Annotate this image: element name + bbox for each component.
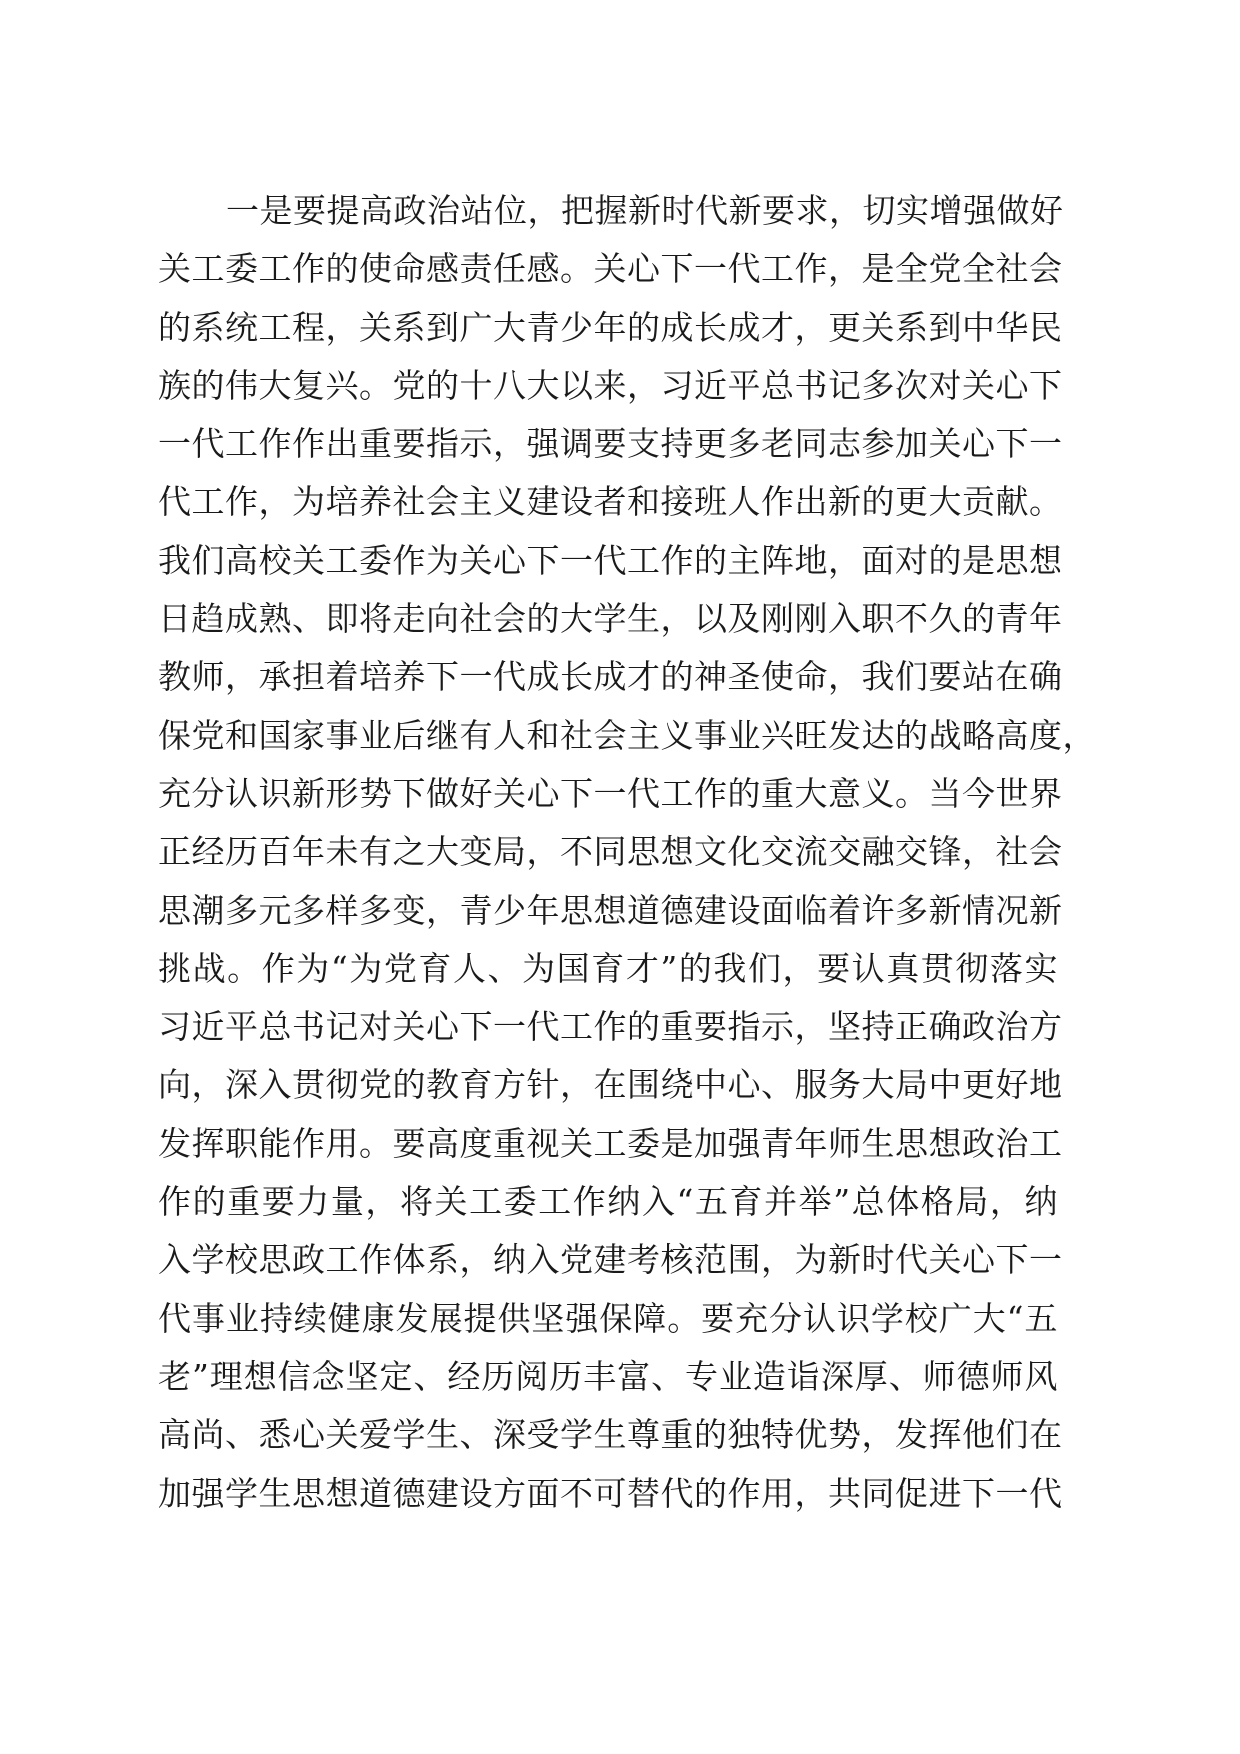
text-line: 思潮多元多样多变，青少年思想道德建设面临着许多新情况新 <box>158 890 1063 930</box>
text-line: 充分认识新形势下做好关心下一代工作的重大意义。当今世界 <box>158 773 1063 813</box>
text-line: 发挥职能作用。要高度重视关工委是加强青年师生思想政治工 <box>158 1123 1063 1163</box>
text-line: 我们高校关工委作为关心下一代工作的主阵地，面对的是思想 <box>158 540 1063 580</box>
text-line: 老”理想信念坚定、经历阅历丰富、专业造诣深厚、师德师风 <box>158 1356 1058 1396</box>
text-line: 挑战。作为“为党育人、为国育才”的我们，要认真贯彻落实 <box>158 948 1058 988</box>
text-line: 习近平总书记对关心下一代工作的重要指示，坚持正确政治方 <box>158 1007 1063 1047</box>
text-line: 保党和国家事业后继有人和社会主义事业兴旺发达的战略高度， <box>158 715 1096 755</box>
text-line: 教师，承担着培养下一代成长成才的神圣使命，我们要站在确 <box>158 657 1063 697</box>
text-line: 日趋成熟、即将走向社会的大学生，以及刚刚入职不久的青年 <box>158 599 1063 639</box>
text-line: 族的伟大复兴。党的十八大以来，习近平总书记多次对关心下 <box>158 365 1063 405</box>
body-paragraph <box>158 182 1096 1523</box>
text-line: 的系统工程，关系到广大青少年的成长成才，更关系到中华民 <box>158 307 1063 347</box>
text-line: 加强学生思想道德建设方面不可替代的作用，共同促进下一代 <box>158 1473 1063 1513</box>
text-line: 关工委工作的使命感责任感。关心下一代工作，是全党全社会 <box>158 249 1063 289</box>
text-line: 作的重要力量，将关工委工作纳入“五育并举”总体格局，纳 <box>158 1182 1058 1222</box>
text-line: 代工作，为培养社会主义建设者和接班人作出新的更大贡献。 <box>158 482 1063 522</box>
text-line: 正经历百年未有之大变局，不同思想文化交流交融交锋，社会 <box>158 832 1063 872</box>
text-line: 入学校思政工作体系，纳入党建考核范围，为新时代关心下一 <box>158 1240 1063 1280</box>
text-line: 向，深入贯彻党的教育方针，在围绕中心、服务大局中更好地 <box>158 1065 1063 1105</box>
text-line: 代事业持续健康发展提供坚强保障。要充分认识学校广大“五 <box>158 1298 1058 1338</box>
text-line: 一代工作作出重要指示，强调要支持更多老同志参加关心下一 <box>158 424 1063 464</box>
text-line: 高尚、悉心关爱学生、深受学生尊重的独特优势，发挥他们在 <box>158 1415 1063 1455</box>
text-line: 一是要提高政治站位，把握新时代新要求，切实增强做好 <box>226 191 1064 230</box>
